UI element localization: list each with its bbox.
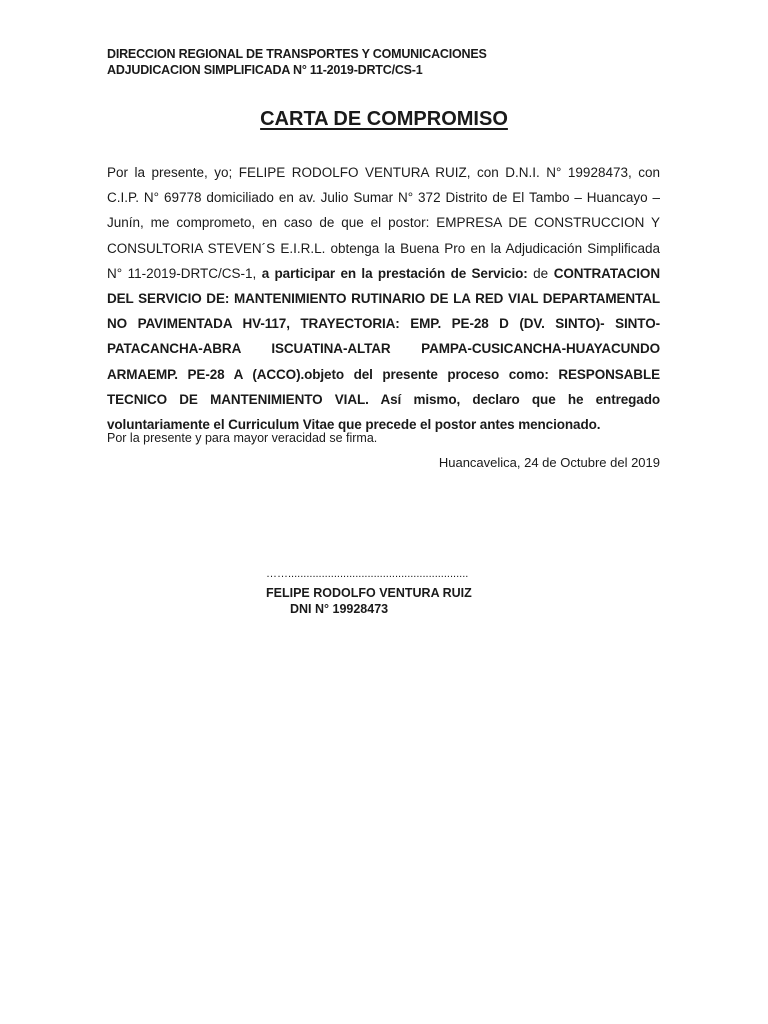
body-service-description: CONTRATACION DEL SERVICIO DE: MANTENIMIENTO RUTINARIO DE LA RED VIAL DEPARTAMENTAL NO PAVIMENTADA HV-117, TRAYECTORIA: EMP. PE-28 D (DV. SINTO)- SINTO-PATACANCHA-ABRA ISCUATINA-ALTAR PAMPA-CUSICANCHA-HUAYACUNDO ARMAEMP. PE-28 A (ACCO).objeto del presente proceso como: RESPONSABLE TECNICO DE MANTENIMIENTO VIAL. Así mismo, declaro que he entregado voluntariamente el Curriculum Vitae que precede el postor antes mencionado.	[107, 265, 660, 433]
body-company-name: EMPRESA DE CONSTRUCCION Y CONSULTORIA STEVEN´S E.I.R.L.	[107, 215, 660, 256]
body-participation-text: a participar en la prestación de Servicio:	[261, 265, 528, 281]
document-header	[107, 46, 487, 78]
document-title: CARTA DE COMPROMISO	[260, 108, 508, 130]
document-title-wrapper	[0, 108, 768, 131]
document-date: Huancavelica, 24 de Octubre del 2019	[438, 455, 660, 470]
commitment-paragraph	[107, 160, 660, 437]
header-line-procurement: ADJUDICACION SIMPLIFICADA N° 11-2019-DRTC/CS-1	[107, 63, 423, 77]
closing-statement: Por la presente y para mayor veracidad se firma.	[107, 431, 378, 445]
signatory-name: FELIPE RODOLFO VENTURA RUIZ	[266, 586, 472, 600]
signatory-dni: DNI N° 19928473	[290, 602, 389, 616]
signature-line: ……...........................................................	[266, 568, 469, 580]
header-line-institution: DIRECCION REGIONAL DE TRANSPORTES Y COMUNICACIONES	[107, 47, 487, 61]
body-procurement-text: obtenga la Buena Pro en la Adjudicación Simplificada N° 11-2019-DRTC/CS-1,	[107, 240, 661, 281]
body-intro-text: Por la presente, yo; FELIPE RODOLFO VENTURA RUIZ, con D.N.I. N° 19928473, con C.I.P. N° 69778 domiciliado en av. Julio Sumar N° 372 Distrito de El Tambo – Huancayo – Junín, me comprometo, en caso de que el postor:	[107, 165, 660, 231]
body-connector-text: de	[527, 265, 554, 281]
